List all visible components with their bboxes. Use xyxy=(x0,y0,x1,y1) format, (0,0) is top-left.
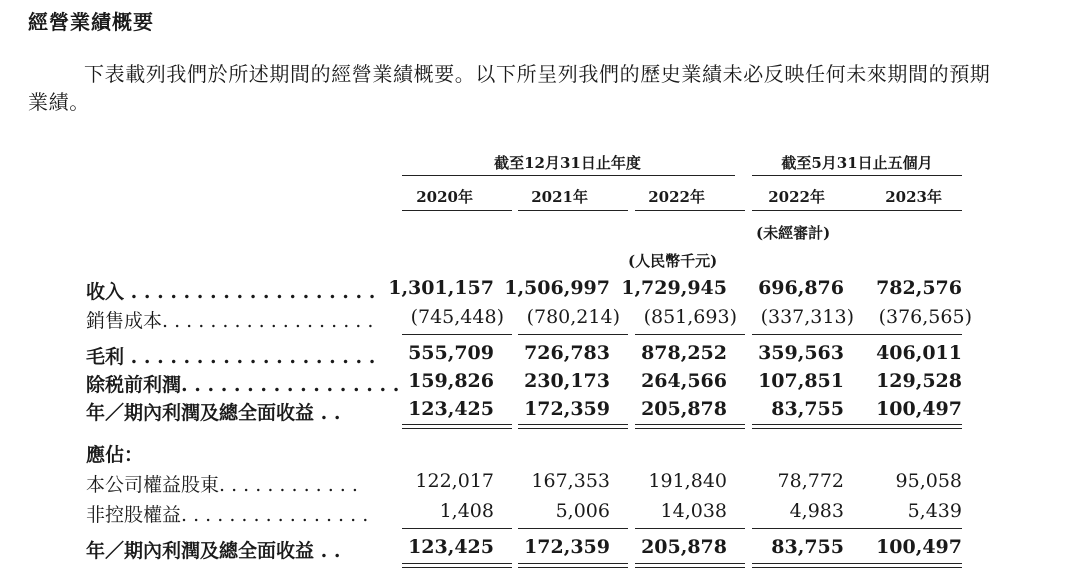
unit-note: (人民幣千元) xyxy=(628,252,718,270)
rule-after-nci-2020 xyxy=(402,528,512,529)
cell-gross-2022-interim: 359,563 xyxy=(758,342,844,364)
row-label-equity-shareholders: 本公司權益股東. . . . . . . . . . . . xyxy=(86,474,358,496)
row-label-attributable-to: 應佔： xyxy=(86,444,144,466)
cell-pbt-2022-interim: 107,851 xyxy=(758,370,844,392)
cell-nci-2022-interim: 4,983 xyxy=(789,500,844,522)
col-line-2020 xyxy=(402,210,512,211)
cell-tci-2022: 205,878 xyxy=(641,398,727,420)
group-line-interim xyxy=(752,175,962,176)
double-rule-final-2020 xyxy=(402,563,512,568)
cell-tci-2023-interim: 100,497 xyxy=(876,398,962,420)
cell-equity-2022: 191,840 xyxy=(648,470,727,492)
row-label-non-controlling-interests: 非控股權益. . . . . . . . . . . . . . . . xyxy=(86,504,369,526)
cell-pbt-2021: 230,173 xyxy=(524,370,610,392)
col-header-2022-interim: 2022年 xyxy=(768,188,825,206)
col-line-2023-interim xyxy=(852,210,962,211)
rule-after-nci-2022-interim xyxy=(752,528,862,529)
cell-tci-2020: 123,425 xyxy=(408,398,494,420)
double-rule-final-2021 xyxy=(518,563,628,568)
double-rule-tci-2021 xyxy=(518,424,628,429)
cell-tci2-2022-interim: 83,755 xyxy=(771,536,844,558)
col-line-2022-interim xyxy=(752,210,862,211)
cell-pbt-2023-interim: 129,528 xyxy=(876,370,962,392)
double-rule-final-2022-interim xyxy=(752,563,862,568)
col-header-2022: 2022年 xyxy=(648,188,705,206)
cell-equity-2023-interim: 95,058 xyxy=(895,470,962,492)
col-header-2020: 2020年 xyxy=(416,188,473,206)
unaudited-note: (未經審計) xyxy=(756,224,831,242)
cell-revenue-2020: 1,301,157 xyxy=(388,277,494,299)
cell-tci2-2022: 205,878 xyxy=(641,536,727,558)
rule-after-nci-2022 xyxy=(635,528,745,529)
row-label-revenue: 收入 . . . . . . . . . . . . . . . . . . . xyxy=(86,281,376,303)
rule-after-cost-2021 xyxy=(518,334,628,335)
cell-revenue-2022-interim: 696,876 xyxy=(758,277,844,299)
cell-tci-2022-interim: 83,755 xyxy=(771,398,844,420)
double-rule-tci-2022 xyxy=(635,424,745,429)
col-line-2022 xyxy=(635,210,745,211)
cell-tci2-2023-interim: 100,497 xyxy=(876,536,962,558)
intro-text: 下表載列我們於所述期間的經營業績概要。以下所呈列我們的歷史業績未必反映任何未來期間的預期業績。 xyxy=(28,62,991,114)
rule-after-cost-2022 xyxy=(635,334,745,335)
row-label-total-comprehensive-income: 年／期內利潤及總全面收益 . . xyxy=(86,402,341,424)
cell-revenue-2021: 1,506,997 xyxy=(504,277,610,299)
cell-gross-2021: 726,783 xyxy=(524,342,610,364)
row-label-gross-profit: 毛利 . . . . . . . . . . . . . . . . . . . xyxy=(86,346,376,368)
cell-nci-2022: 14,038 xyxy=(660,500,727,522)
cell-gross-2023-interim: 406,011 xyxy=(876,342,962,364)
row-label-profit-before-tax: 除税前利潤. . . . . . . . . . . . . . . . . xyxy=(86,374,400,396)
cell-cost-2023-interim: (376,565) xyxy=(878,306,972,328)
group-line-annual xyxy=(402,175,735,176)
cell-cost-2021: (780,214) xyxy=(526,306,620,328)
cell-equity-2021: 167,353 xyxy=(531,470,610,492)
cell-revenue-2022: 1,729,945 xyxy=(621,277,727,299)
cell-revenue-2023-interim: 782,576 xyxy=(876,277,962,299)
col-header-2021: 2021年 xyxy=(531,188,588,206)
cell-gross-2022: 878,252 xyxy=(641,342,727,364)
row-label-cost-of-sales: 銷售成本. . . . . . . . . . . . . . . . . . xyxy=(86,310,374,332)
rule-after-cost-2022-interim xyxy=(752,334,862,335)
cell-tci-2021: 172,359 xyxy=(524,398,610,420)
double-rule-tci-2022-interim xyxy=(752,424,862,429)
double-rule-final-2022 xyxy=(635,563,745,568)
cell-gross-2020: 555,709 xyxy=(408,342,494,364)
cell-nci-2021: 5,006 xyxy=(555,500,610,522)
col-line-2021 xyxy=(518,210,628,211)
cell-equity-2020: 122,017 xyxy=(415,470,494,492)
cell-cost-2020: (745,448) xyxy=(410,306,504,328)
group-header-interim: 截至5月31日止五個月 xyxy=(781,154,933,172)
cell-pbt-2020: 159,826 xyxy=(408,370,494,392)
cell-equity-2022-interim: 78,772 xyxy=(777,470,844,492)
cell-nci-2023-interim: 5,439 xyxy=(907,500,962,522)
group-header-annual: 截至12月31日止年度 xyxy=(494,154,641,172)
cell-tci2-2021: 172,359 xyxy=(524,536,610,558)
cell-nci-2020: 1,408 xyxy=(439,500,494,522)
rule-after-nci-2023-interim xyxy=(852,528,962,529)
page-title: 經營業績概要 xyxy=(28,10,154,34)
cell-tci2-2020: 123,425 xyxy=(408,536,494,558)
double-rule-tci-2020 xyxy=(402,424,512,429)
cell-cost-2022-interim: (337,313) xyxy=(760,306,854,328)
col-header-2023-interim: 2023年 xyxy=(885,188,942,206)
double-rule-tci-2023-interim xyxy=(852,424,962,429)
row-label-total-comprehensive-income-2: 年／期內利潤及總全面收益 . . xyxy=(86,540,341,562)
rule-after-cost-2020 xyxy=(402,334,512,335)
double-rule-final-2023-interim xyxy=(852,563,962,568)
cell-cost-2022: (851,693) xyxy=(643,306,737,328)
rule-after-nci-2021 xyxy=(518,528,628,529)
cell-pbt-2022: 264,566 xyxy=(641,370,727,392)
rule-after-cost-2023-interim xyxy=(852,334,962,335)
